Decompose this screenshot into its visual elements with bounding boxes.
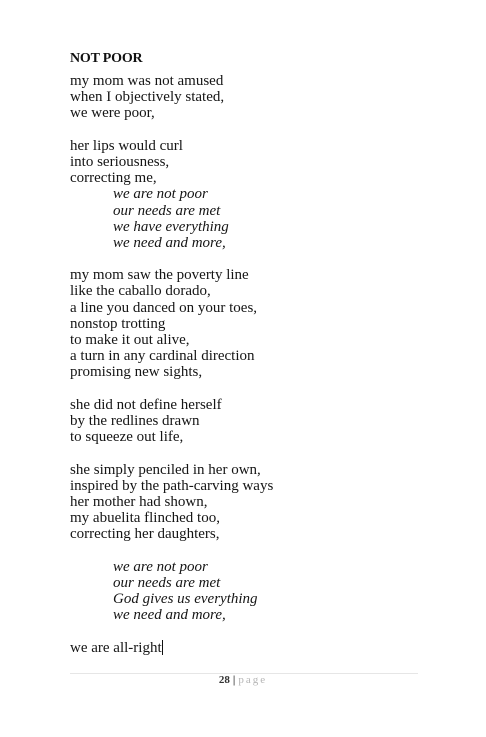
stanza-break xyxy=(70,623,430,639)
refrain-line: we are not poor xyxy=(113,186,208,203)
page-label: page xyxy=(238,674,268,686)
poem-line: a turn in any cardinal direction xyxy=(70,348,255,365)
refrain-line: we need and more, xyxy=(113,607,226,624)
poem-line: to squeeze out life, xyxy=(70,429,184,446)
poem-line: correcting her daughters, xyxy=(70,526,220,543)
poem-line: nonstop trotting xyxy=(70,315,166,332)
stanza-break xyxy=(70,251,430,267)
refrain-line: we need and more, xyxy=(113,234,226,251)
stanza-break xyxy=(70,542,430,558)
final-line[interactable] xyxy=(70,640,430,656)
stanza-break xyxy=(70,445,430,461)
poem-line: we were poor, xyxy=(70,105,155,122)
refrain-line: our needs are met xyxy=(113,574,221,591)
refrain-line: our needs are met xyxy=(113,202,221,219)
poem-line: my abuelita flinched too, xyxy=(70,510,220,527)
poem-line: to make it out alive, xyxy=(70,332,190,348)
poem-line: my mom was not amused xyxy=(70,73,224,89)
poem-line: she simply penciled in her own, xyxy=(70,461,261,478)
stanza-break xyxy=(70,381,430,397)
poem-line: by the redlines drawn xyxy=(70,412,200,429)
refrain-line: we have everything xyxy=(113,218,229,235)
poem-line: a line you danced on your toes, xyxy=(70,299,258,316)
poem-line: her mother had shown, xyxy=(70,493,208,510)
poem-line: her lips would curl xyxy=(70,137,183,154)
poem-line: inspired by the path-carving ways xyxy=(70,477,274,494)
text-cursor xyxy=(162,640,163,655)
refrain-line: we are not poor xyxy=(113,558,208,575)
poem-line: promising new sights, xyxy=(70,364,203,381)
poem-line: my mom saw the poverty line xyxy=(70,267,249,284)
poem-line: correcting me, xyxy=(70,170,157,187)
page-number: 28 xyxy=(218,674,230,686)
poem-line: like the caballo dorado, xyxy=(70,283,211,300)
poem-title: NOT POOR xyxy=(70,51,143,66)
page-footer xyxy=(0,674,486,687)
footer-separator: | xyxy=(232,674,236,686)
poem-line: she did not define herself xyxy=(70,396,222,413)
poem-line: into seriousness, xyxy=(70,153,170,170)
poem-body xyxy=(70,73,430,656)
poem-line: when I objectively stated, xyxy=(70,89,225,106)
refrain-line: God gives us everything xyxy=(113,591,258,607)
final-line-text: we are all-right xyxy=(70,639,162,656)
stanza-break xyxy=(70,122,430,138)
